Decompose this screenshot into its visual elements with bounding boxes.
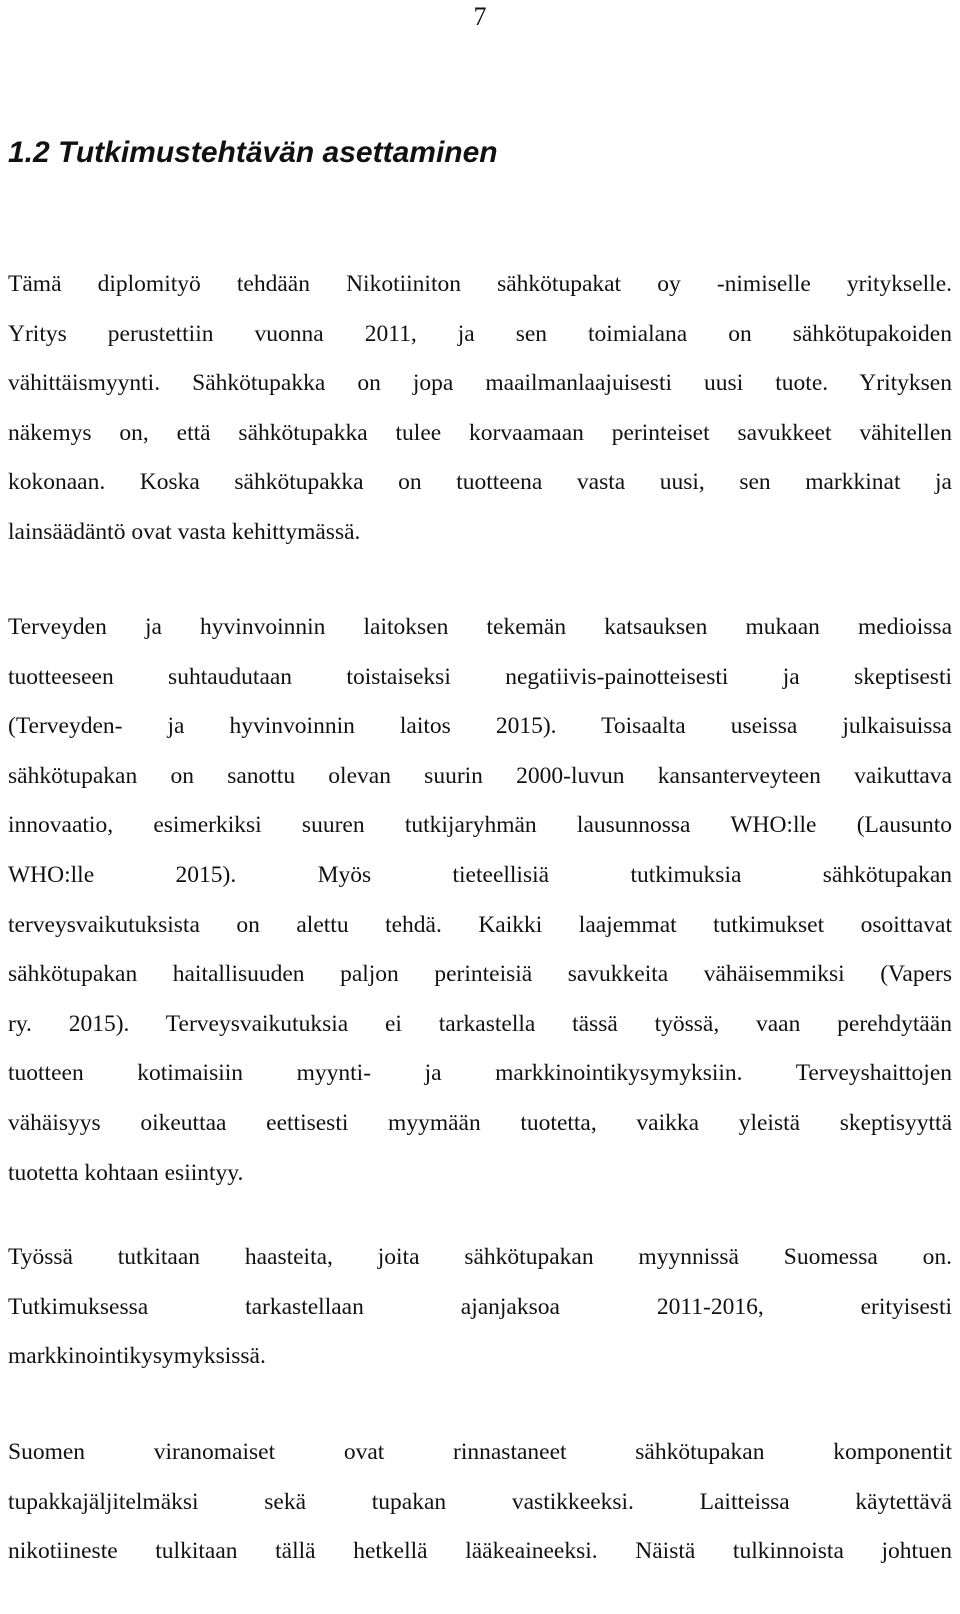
- paragraph-research-background: [8, 603, 952, 1198]
- text-line: lainsäädäntö ovat vasta kehittymässä.: [8, 518, 361, 545]
- page-number: 7: [473, 2, 487, 31]
- text-line: sähkötupakan haitallisuuden paljon perinteisiä savukkeita vähäisemmiksi (Vapers: [8, 961, 952, 988]
- paragraph-company-intro: [8, 260, 952, 558]
- section-heading: 1.2 Tutkimustehtävän asettaminen: [8, 136, 498, 169]
- text-line: terveysvaikutuksista on alettu tehdä. Kaikki laajemmat tutkimukset osoittavat: [8, 911, 952, 938]
- text-line: kokonaan. Koska sähkötupakka on tuotteena vasta uusi, sen markkinat ja: [8, 469, 952, 496]
- text-line: tuotetta kohtaan esiintyy.: [8, 1159, 244, 1186]
- text-line: vähittäismyynti. Sähkötupakka on jopa maailmanlaajuisesti uusi tuote. Yrityksen: [8, 370, 952, 397]
- text-line: vähäisyys oikeuttaa eettisesti myymään tuotetta, vaikka yleistä skeptisyyttä: [8, 1109, 952, 1136]
- text-line: tuotteen kotimaisiin myynti- ja markkinointikysymyksiin. Terveyshaittojen: [8, 1060, 952, 1087]
- paragraph-research-scope: [8, 1233, 952, 1382]
- text-line: WHO:lle 2015). Myös tieteellisiä tutkimuksia sähkötupakan: [8, 861, 952, 888]
- text-line: tuotteeseen suhtaudutaan toistaiseksi negatiivis-painotteisesti ja skeptisesti: [8, 663, 952, 690]
- text-line: Tutkimuksessa tarkastellaan ajanjaksoa 2011-2016, erityisesti: [8, 1293, 952, 1320]
- text-line: ry. 2015). Terveysvaikutuksia ei tarkastella tässä työssä, vaan perehdytään: [8, 1010, 952, 1037]
- text-line: innovaatio, esimerkiksi suuren tutkijaryhmän lausunnossa WHO:lle (Lausunto: [8, 812, 952, 839]
- text-line: Suomen viranomaiset ovat rinnastaneet sähkötupakan komponentit: [8, 1439, 952, 1465]
- text-line: nikotiineste tulkitaan tällä hetkellä lääkeaineeksi. Näistä tulkinnoista johtuen: [8, 1538, 952, 1565]
- text-line: Terveyden ja hyvinvoinnin laitoksen tekemän katsauksen mukaan medioissa: [8, 614, 952, 640]
- text-line: Työssä tutkitaan haasteita, joita sähkötupakan myynnissä Suomessa on.: [8, 1244, 952, 1270]
- paragraph-regulation: [8, 1428, 952, 1577]
- text-line: markkinointikysymyksissä.: [8, 1343, 266, 1370]
- text-line: tupakkajäljitelmäksi sekä tupakan vastikkeeksi. Laitteissa käytettävä: [8, 1488, 952, 1515]
- text-line: Tämä diplomityö tehdään Nikotiiniton sähkötupakat oy -nimiselle yritykselle.: [8, 271, 952, 297]
- text-line: sähkötupakan on sanottu olevan suurin 2000-luvun kansanterveyteen vaikuttava: [8, 762, 952, 789]
- text-line: Yritys perustettiin vuonna 2011, ja sen toimialana on sähkötupakoiden: [8, 320, 952, 347]
- text-line: (Terveyden- ja hyvinvoinnin laitos 2015). Toisaalta useissa julkaisuissa: [8, 713, 952, 740]
- text-line: näkemys on, että sähkötupakka tulee korvaamaan perinteiset savukkeet vähitellen: [8, 419, 952, 446]
